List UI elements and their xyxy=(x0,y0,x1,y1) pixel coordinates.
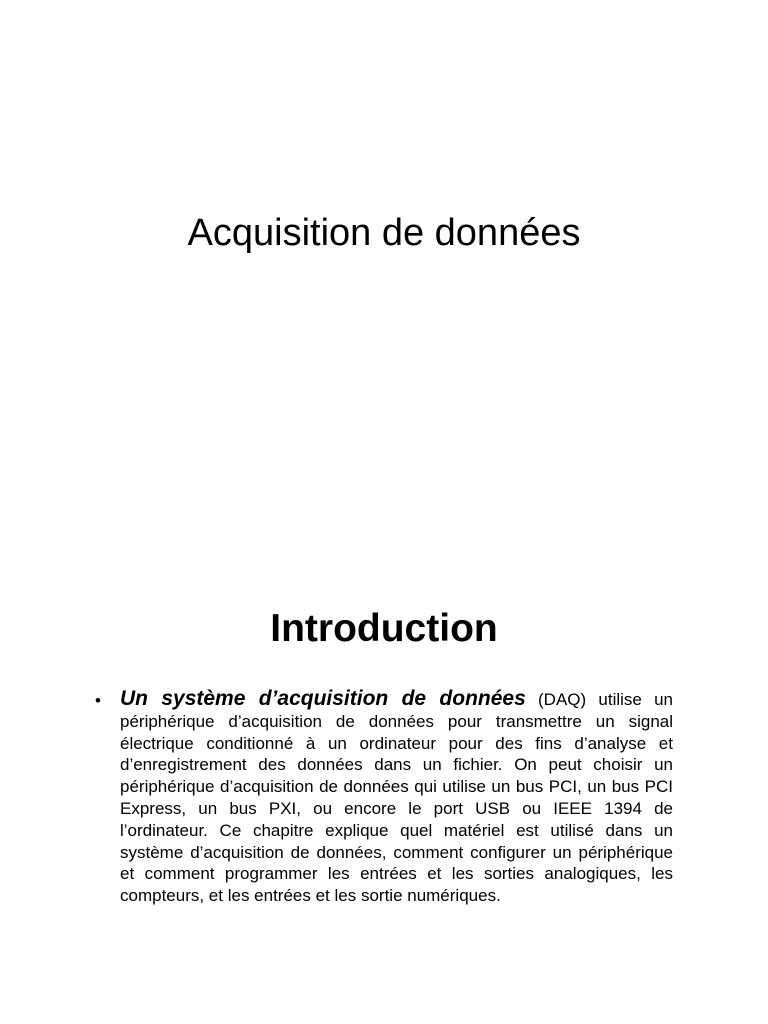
section-heading: Introduction xyxy=(270,607,498,650)
bullet-lead-term: Un système d’acquisition de données xyxy=(120,687,526,710)
bullet-list xyxy=(0,688,768,907)
bullet-body-text: (DAQ) utilise un périphérique d’acquisition de données pour transmettre un signal électrique conditionné à un ordinateur pour des fins d’analyse et d’enregistrement des données dans un fichier. On peut choisir un périphérique d’acquisition de données qui utilise un bus PCI, un bus PCI Express, un bus PXI, ou encore le port USB ou IEEE 1394 de l’ordinateur. Ce chapitre explique quel matériel est utilisé dans un système d’acquisition de données, comment configurer un périphérique et comment programmer les entrées et les sorties analogiques, les compteurs, et les entrées et les sortie numériques. xyxy=(120,690,673,906)
document-title: Acquisition de données xyxy=(187,212,581,254)
bullet-icon: • xyxy=(95,691,101,710)
bullet-item xyxy=(0,688,768,907)
